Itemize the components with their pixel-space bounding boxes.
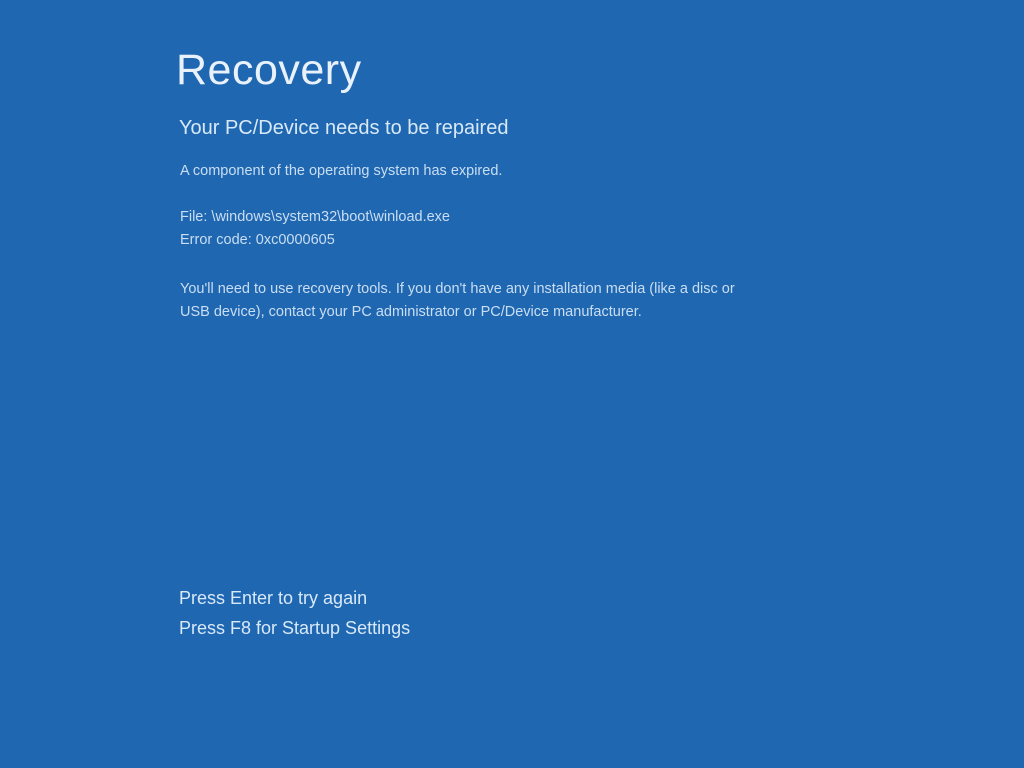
- error-code: Error code: 0xc0000605: [180, 232, 335, 248]
- press-f8-prompt: Press F8 for Startup Settings: [179, 618, 411, 638]
- error-heading: Your PC/Device needs to be repaired: [179, 117, 509, 139]
- press-enter-prompt: Press Enter to try again: [179, 588, 368, 608]
- recovery-instructions: You'll need to use recovery tools. If you don't have any installation media (like a disc or USB device), contact your PC administrator or PC/Device manufacturer.: [180, 281, 735, 320]
- error-file-path: File: \windows\system32\boot\winload.exe: [180, 209, 450, 225]
- page-title: Recovery: [176, 46, 362, 94]
- error-message: A component of the operating system has expired.: [180, 163, 503, 179]
